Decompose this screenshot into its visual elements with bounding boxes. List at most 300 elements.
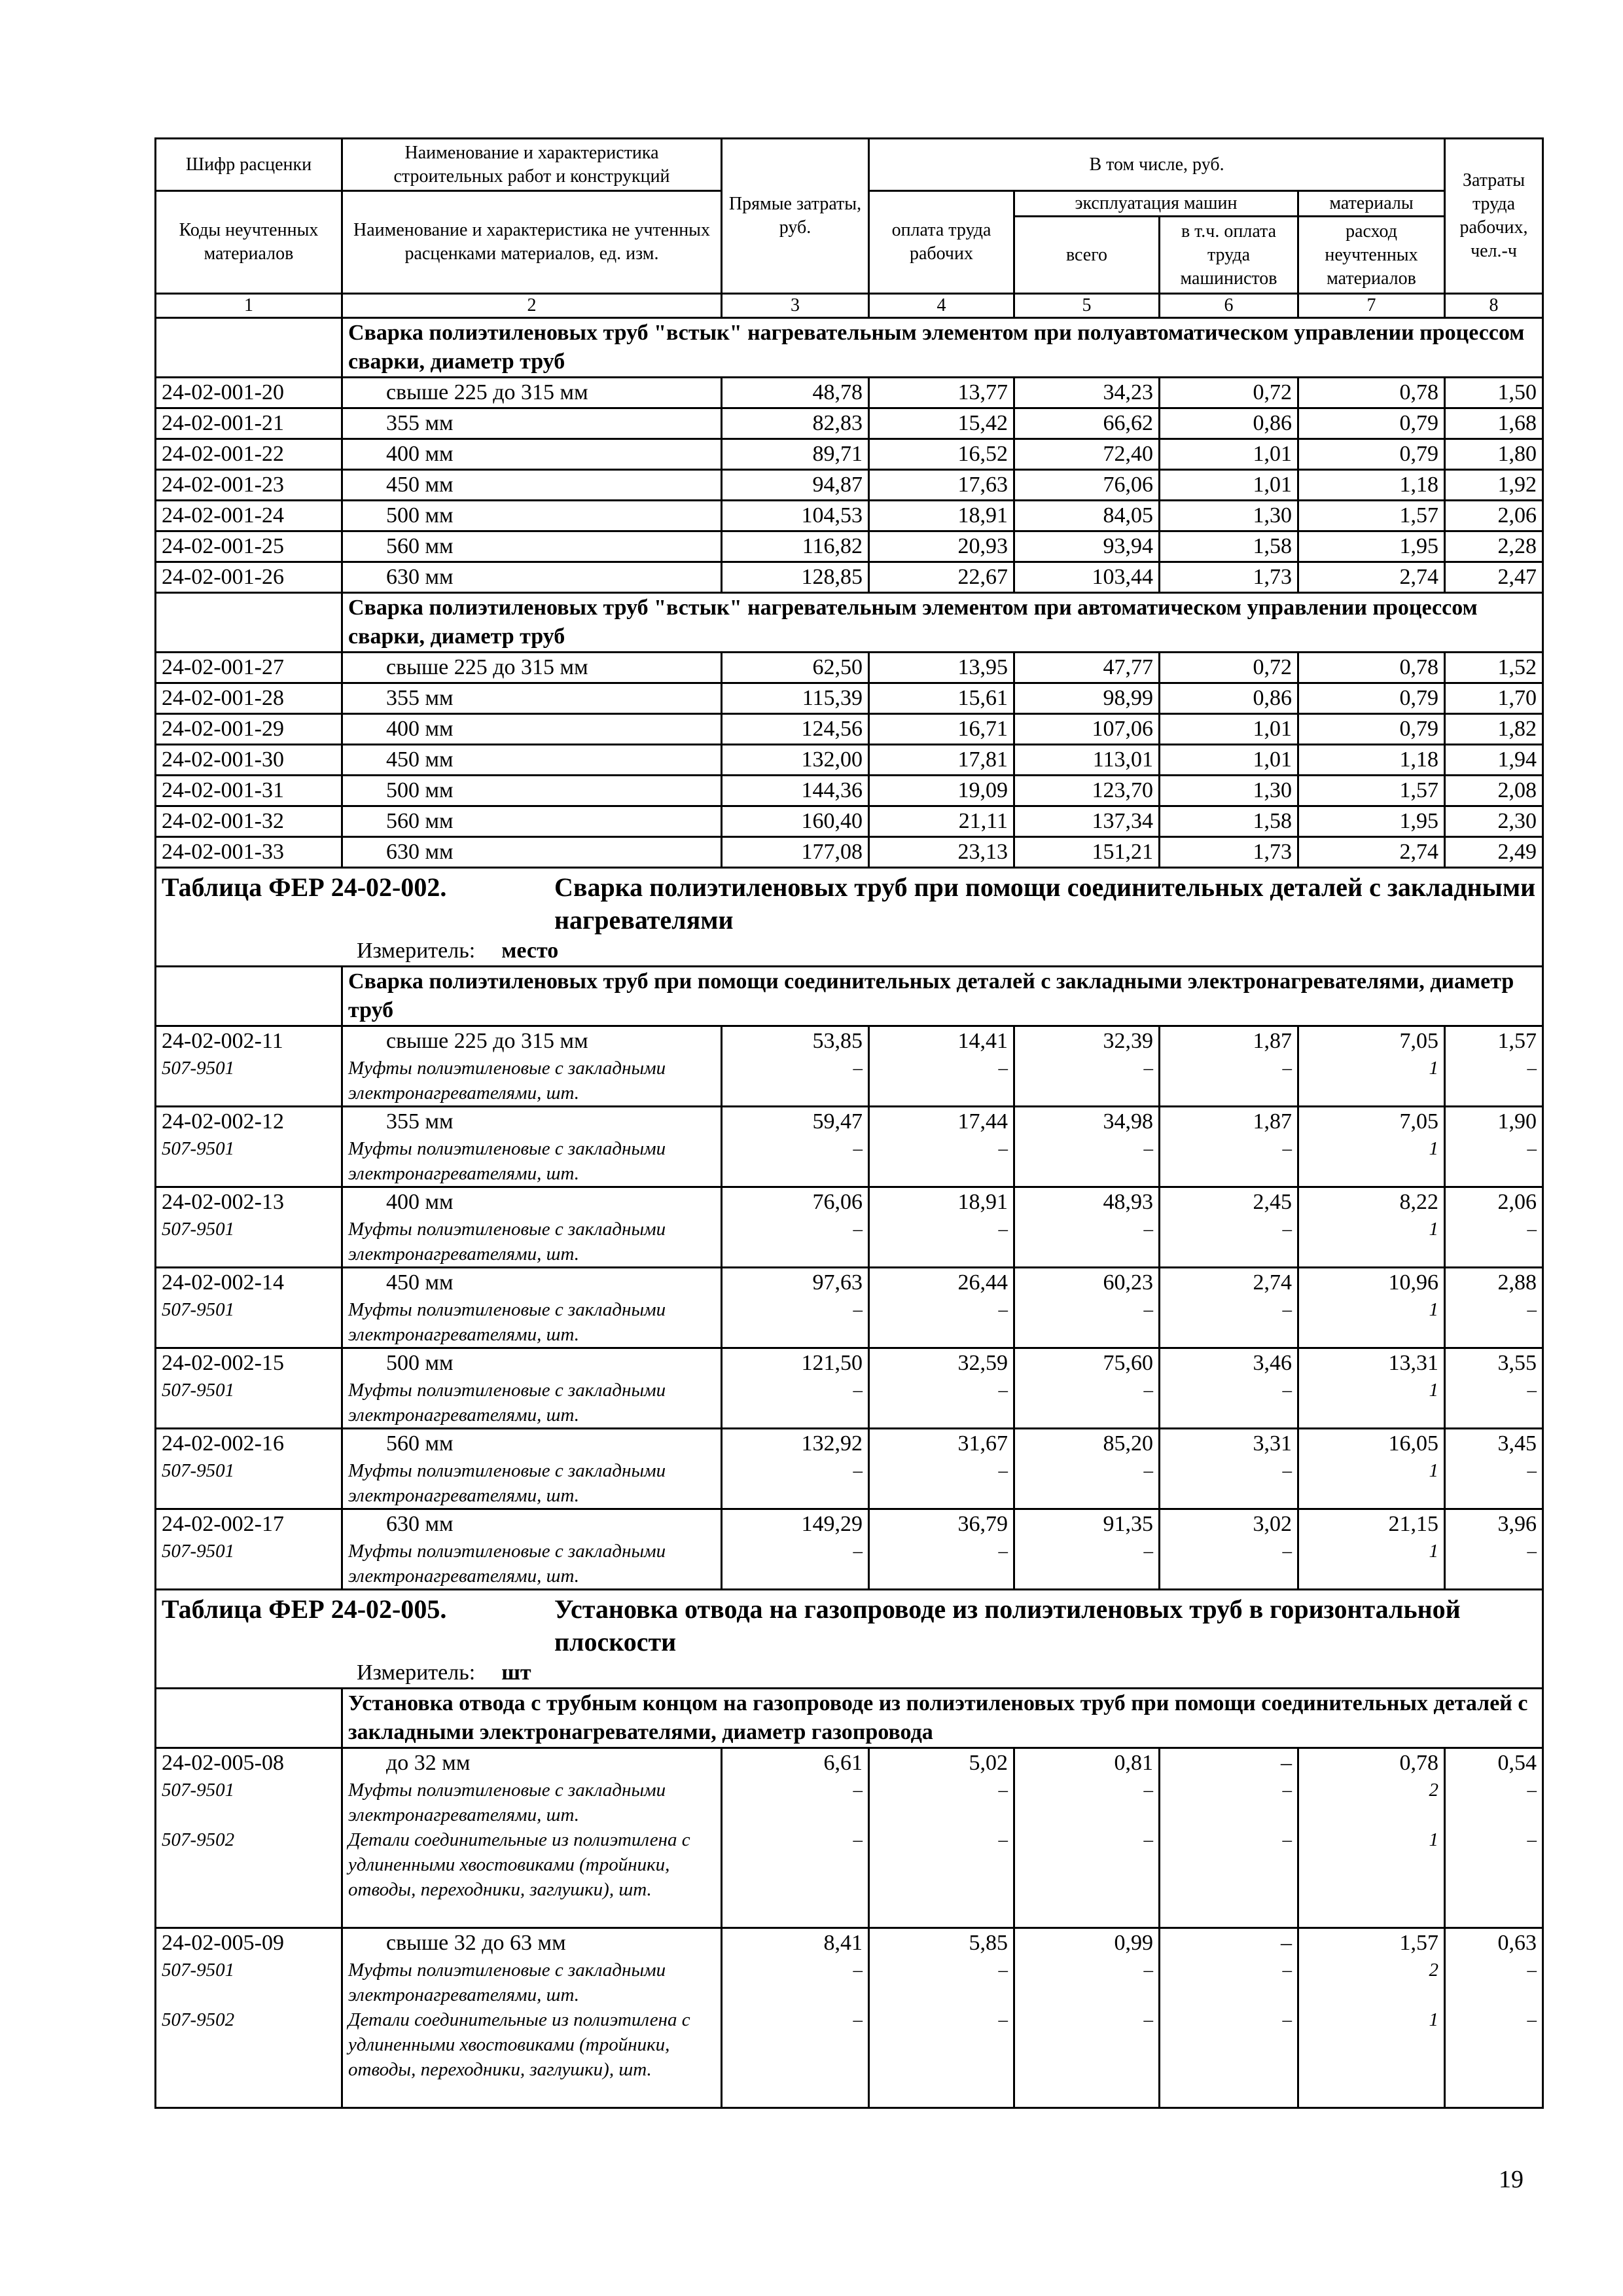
material-value: – [853, 1138, 863, 1159]
row-value: 60,23 [1103, 1270, 1153, 1295]
row-value: 128,85 [801, 565, 863, 589]
spacer [1020, 1982, 1153, 2007]
material-name: Муфты полиэтиленовые с закладными электронагревателями, шт. [348, 1138, 666, 1184]
row-value: 1,87 [1253, 1109, 1292, 1134]
row-code: 24-02-002-12 [162, 1109, 284, 1134]
row-value-cell [1014, 1928, 1160, 2108]
row-code-cell [156, 439, 342, 470]
material-value: 1 [1429, 1058, 1439, 1079]
price-table [154, 137, 1544, 2109]
spacer [1304, 1852, 1438, 1877]
row-value: 115,39 [802, 686, 863, 710]
table-row [156, 439, 1543, 470]
row-value: 104,53 [801, 503, 863, 528]
row-value: 16,71 [957, 717, 1008, 741]
row-value: 21,11 [958, 809, 1008, 833]
spacer [728, 1852, 863, 1877]
spacer [1166, 1902, 1292, 1927]
row-value-cell [1014, 531, 1160, 562]
row-value-cell [869, 378, 1014, 408]
spacer [728, 1483, 863, 1508]
spacer [1166, 1564, 1292, 1588]
table-row [156, 1268, 1543, 1348]
row-value: 2,47 [1497, 565, 1537, 589]
table-label: Таблица ФЕР 24-02-002. [162, 872, 447, 902]
row-value-cell [869, 1187, 1014, 1268]
row-value: 82,83 [812, 411, 863, 435]
row-value: 32,39 [1103, 1029, 1153, 1053]
row-value-cell [722, 378, 869, 408]
material-value: – [1527, 1460, 1537, 1481]
row-code-cell [156, 745, 342, 776]
row-value-cell [1160, 1928, 1298, 2108]
row-value-cell [1298, 714, 1445, 745]
group-header-row [156, 593, 1543, 653]
row-value: 1,57 [1399, 778, 1439, 802]
row-value: 0,78 [1399, 380, 1439, 404]
row-value-cell [1445, 1928, 1543, 2108]
spacer [728, 1322, 863, 1347]
row-name: свыше 32 до 63 мм [386, 1931, 566, 1955]
row-name: 630 мм [386, 840, 454, 864]
spacer [1166, 2082, 1292, 2107]
row-value-cell [1298, 1107, 1445, 1187]
row-value: 1,52 [1497, 655, 1537, 679]
row-code: 24-02-002-16 [162, 1431, 284, 1456]
spacer [1304, 2082, 1438, 2107]
row-value-cell [1445, 653, 1543, 683]
spacer [1020, 1161, 1153, 1186]
row-value-cell [722, 501, 869, 531]
row-name: 400 мм [386, 1190, 454, 1214]
row-value: 14,41 [957, 1029, 1008, 1053]
material-value: 1 [1429, 1460, 1439, 1481]
row-value-cell [1445, 714, 1543, 745]
row-value-cell [722, 1509, 869, 1590]
row-name: до 32 мм [386, 1751, 471, 1775]
row-value: 16,52 [957, 442, 1008, 466]
material-code: 507-9501 [162, 1299, 235, 1320]
material-value: – [998, 1780, 1008, 1801]
row-value-cell [1445, 1026, 1543, 1107]
row-value: 1,80 [1497, 442, 1537, 466]
row-value: 21,15 [1388, 1512, 1439, 1536]
row-value: 2,08 [1497, 778, 1537, 802]
spacer [1166, 1877, 1292, 1902]
row-code-cell [156, 531, 342, 562]
material-value: – [998, 1960, 1008, 1981]
header-incl-wages: в т.ч. оплата труда машинистов [1160, 217, 1298, 294]
row-value: 1,57 [1497, 1029, 1537, 1053]
row-value: 16,05 [1388, 1431, 1439, 1456]
spacer [728, 2082, 863, 2107]
row-value-cell [1160, 439, 1298, 470]
spacer [162, 1483, 336, 1508]
row-value: 48,93 [1103, 1190, 1153, 1214]
row-value: 3,96 [1497, 1512, 1537, 1536]
row-value-cell [1014, 776, 1160, 806]
row-value-cell [1014, 714, 1160, 745]
row-value: 1,94 [1497, 747, 1537, 772]
row-value: 3,46 [1253, 1351, 1292, 1375]
table-row [156, 1928, 1543, 2108]
spacer [1451, 2082, 1537, 2107]
row-value: 5,85 [969, 1931, 1008, 1955]
row-value: 8,41 [823, 1931, 863, 1955]
row-value: 48,78 [812, 380, 863, 404]
material-value: – [853, 1460, 863, 1481]
row-value: – [1281, 1931, 1292, 1955]
spacer [1304, 1242, 1438, 1266]
row-value: 1,01 [1253, 717, 1292, 741]
material-value: – [998, 1058, 1008, 1079]
row-name-cell [342, 1268, 722, 1348]
row-value: 10,96 [1388, 1270, 1439, 1295]
table-row [156, 1748, 1543, 1928]
row-value: 0,86 [1253, 686, 1292, 710]
row-value: 0,79 [1399, 686, 1439, 710]
row-value: 62,50 [812, 655, 863, 679]
row-value-cell [869, 531, 1014, 562]
material-code: 507-9501 [162, 1460, 235, 1481]
row-value-cell [1160, 683, 1298, 714]
row-value-cell [722, 562, 869, 593]
row-value: 2,45 [1253, 1190, 1292, 1214]
row-value-cell [1160, 653, 1298, 683]
row-value-cell [869, 1509, 1014, 1590]
row-code: 24-02-002-15 [162, 1351, 284, 1375]
row-value: 103,44 [1092, 565, 1153, 589]
material-value: – [1143, 1460, 1153, 1481]
row-value: 15,42 [957, 411, 1008, 435]
material-value: – [853, 1960, 863, 1981]
material-name: Муфты полиэтиленовые с закладными электронагревателями, шт. [348, 1541, 666, 1587]
spacer [162, 2032, 336, 2057]
row-code: 24-02-005-09 [162, 1931, 284, 1955]
row-code: 24-02-001-22 [162, 442, 284, 466]
meter-label: Измеритель: [357, 939, 476, 963]
row-value: 2,74 [1399, 565, 1439, 589]
spacer [728, 2032, 863, 2057]
material-value: 2 [1429, 1960, 1439, 1981]
material-value: 1 [1429, 1299, 1439, 1320]
material-code: 507-9502 [162, 2009, 235, 2030]
spacer [1166, 1803, 1292, 1827]
spacer [728, 1161, 863, 1186]
column-number: 6 [1160, 294, 1298, 318]
row-value: 0,78 [1399, 655, 1439, 679]
row-value-cell [722, 653, 869, 683]
material-value: – [1282, 1460, 1292, 1481]
row-value-cell [869, 439, 1014, 470]
row-code: 24-02-005-08 [162, 1751, 284, 1775]
row-value-cell [1014, 1107, 1160, 1187]
group-code-cell [156, 593, 342, 653]
spacer [728, 2057, 863, 2082]
table-title-cell [156, 1590, 1543, 1689]
row-code: 24-02-001-25 [162, 534, 284, 558]
row-value-cell [1298, 501, 1445, 531]
row-value: 2,88 [1497, 1270, 1537, 1295]
row-code-cell [156, 837, 342, 868]
row-value: 2,28 [1497, 534, 1537, 558]
row-name: 560 мм [386, 534, 454, 558]
row-value-cell [1160, 1026, 1298, 1107]
row-code: 24-02-002-17 [162, 1512, 284, 1536]
row-name-cell [342, 408, 722, 439]
spacer [1166, 1242, 1292, 1266]
material-value: – [853, 1541, 863, 1562]
row-value-cell [869, 1928, 1014, 2108]
row-value: 0,79 [1399, 442, 1439, 466]
material-value: 1 [1429, 1380, 1439, 1401]
row-value: 0,81 [1114, 1751, 1153, 1775]
row-value: 107,06 [1092, 717, 1153, 741]
material-name: Муфты полиэтиленовые с закладными электронагревателями, шт. [348, 1299, 666, 1345]
spacer [1020, 1902, 1153, 1927]
row-value-cell [1014, 653, 1160, 683]
spacer [1451, 1081, 1537, 1105]
row-value: 34,23 [1103, 380, 1153, 404]
row-value-cell [869, 1107, 1014, 1187]
row-value-cell [869, 745, 1014, 776]
table-row [156, 501, 1543, 531]
row-value: 76,06 [1103, 473, 1153, 497]
spacer [162, 1322, 336, 1347]
row-value: 1,70 [1497, 686, 1537, 710]
material-value: – [853, 1380, 863, 1401]
spacer [1020, 1852, 1153, 1877]
header-mat-names: Наименование и характеристика не учтенных расценками материалов, ед. изм. [342, 191, 722, 294]
column-numbers-row [156, 294, 1543, 318]
row-value-cell [1160, 531, 1298, 562]
row-code: 24-02-002-13 [162, 1190, 284, 1214]
material-value: – [1282, 2009, 1292, 2030]
row-name-cell [342, 1509, 722, 1590]
spacer [875, 1564, 1008, 1588]
meter-label: Измеритель: [357, 1660, 476, 1685]
spacer [1304, 1877, 1438, 1902]
material-name: Муфты полиэтиленовые с закладными электронагревателями, шт. [348, 1058, 666, 1103]
material-value: – [853, 1219, 863, 1240]
row-name: свыше 225 до 315 мм [386, 1029, 588, 1053]
spacer [728, 1564, 863, 1588]
row-value: 75,60 [1103, 1351, 1153, 1375]
row-value-cell [1160, 806, 1298, 837]
spacer [1451, 2057, 1537, 2082]
spacer [1451, 1322, 1537, 1347]
spacer [162, 1564, 336, 1588]
spacer [875, 1322, 1008, 1347]
row-name: 500 мм [386, 503, 454, 528]
spacer [728, 1982, 863, 2007]
material-value: – [1282, 1138, 1292, 1159]
group-code-cell [156, 1689, 342, 1748]
row-code: 24-02-001-27 [162, 655, 284, 679]
material-name: Муфты полиэтиленовые с закладными электронагревателями, шт. [348, 1460, 666, 1506]
row-value: 137,34 [1092, 809, 1153, 833]
material-value: – [1143, 1138, 1153, 1159]
row-value-cell [1160, 745, 1298, 776]
spacer [728, 1803, 863, 1827]
row-value-cell [1014, 837, 1160, 868]
header-labor-cost: Затраты труда рабочих, чел.-ч [1445, 139, 1543, 294]
row-value: 13,31 [1388, 1351, 1439, 1375]
spacer [1020, 1322, 1153, 1347]
spacer [1020, 2032, 1153, 2057]
row-name-cell [342, 439, 722, 470]
row-value: 144,36 [801, 778, 863, 802]
row-value-cell [722, 837, 869, 868]
row-value-cell [1445, 1748, 1543, 1928]
table-row [156, 653, 1543, 683]
row-value-cell [722, 1748, 869, 1928]
spacer [1020, 1483, 1153, 1508]
spacer [875, 2082, 1008, 2107]
row-code-cell [156, 776, 342, 806]
material-value: – [1282, 1541, 1292, 1562]
material-value: – [1527, 1541, 1537, 1562]
material-value: – [1282, 1960, 1292, 1981]
row-value: 1,82 [1497, 717, 1537, 741]
material-value: – [1143, 1780, 1153, 1801]
header-materials: материалы [1298, 191, 1445, 217]
material-value: – [1282, 1829, 1292, 1850]
row-value: 1,30 [1253, 778, 1292, 802]
row-value: 1,73 [1253, 565, 1292, 589]
row-code: 24-02-001-21 [162, 411, 284, 435]
material-code: 507-9501 [162, 1138, 235, 1159]
row-value: 151,21 [1092, 840, 1153, 864]
material-code: 507-9501 [162, 1780, 235, 1801]
row-value: 1,58 [1253, 534, 1292, 558]
table-title-cell [156, 868, 1543, 967]
material-value: 1 [1429, 1541, 1439, 1562]
spacer [162, 1877, 336, 1902]
material-value: – [853, 1829, 863, 1850]
row-code: 24-02-002-14 [162, 1270, 284, 1295]
row-code: 24-02-001-26 [162, 565, 284, 589]
spacer [1304, 1902, 1438, 1927]
row-code-cell [156, 1509, 342, 1590]
material-value: – [1143, 2009, 1153, 2030]
row-name-cell [342, 1187, 722, 1268]
material-value: – [1527, 1960, 1537, 1981]
material-value: – [1527, 1299, 1537, 1320]
row-value-cell [1298, 745, 1445, 776]
material-value: – [853, 1780, 863, 1801]
spacer [1451, 1877, 1537, 1902]
row-value: 0,78 [1399, 1751, 1439, 1775]
spacer [1020, 1803, 1153, 1827]
row-value-cell [722, 408, 869, 439]
row-value-cell [1445, 470, 1543, 501]
spacer [875, 1403, 1008, 1427]
row-value: 1,30 [1253, 503, 1292, 528]
row-value: – [1281, 1751, 1292, 1775]
spacer [1166, 1081, 1292, 1105]
row-value-cell [1014, 562, 1160, 593]
row-value: 66,62 [1103, 411, 1153, 435]
row-value: 89,71 [812, 442, 863, 466]
row-value-cell [722, 806, 869, 837]
row-value-cell [1014, 745, 1160, 776]
row-value-cell [869, 1268, 1014, 1348]
row-value: 32,59 [957, 1351, 1008, 1375]
row-value-cell [1160, 470, 1298, 501]
row-value: 13,95 [957, 655, 1008, 679]
material-name: Муфты полиэтиленовые с закладными электронагревателями, шт. [348, 1780, 666, 1825]
row-value-cell [1298, 1268, 1445, 1348]
row-name-cell [342, 837, 722, 868]
row-code-cell [156, 1429, 342, 1509]
spacer [1020, 2057, 1153, 2082]
meter-line [162, 1659, 1537, 1687]
material-value: 1 [1429, 1219, 1439, 1240]
row-value-cell [1445, 531, 1543, 562]
spacer [1451, 1161, 1537, 1186]
header-consumption: расход неучтенных материалов [1298, 217, 1445, 294]
table-row [156, 683, 1543, 714]
material-value: 2 [1429, 1780, 1439, 1801]
spacer [162, 1803, 336, 1827]
row-code: 24-02-001-33 [162, 840, 284, 864]
row-value: 0,63 [1497, 1931, 1537, 1955]
row-value-cell [1014, 683, 1160, 714]
row-value: 116,82 [802, 534, 863, 558]
row-value: 84,05 [1103, 503, 1153, 528]
material-name: Муфты полиэтиленовые с закладными электронагревателями, шт. [348, 1219, 666, 1265]
material-name: Муфты полиэтиленовые с закладными электронагревателями, шт. [348, 1960, 666, 2005]
row-value-cell [1014, 1187, 1160, 1268]
row-value: 23,13 [957, 840, 1008, 864]
spacer [1451, 2032, 1537, 2057]
spacer [1451, 1852, 1537, 1877]
row-value: 15,61 [957, 686, 1008, 710]
spacer [162, 2082, 336, 2107]
spacer [1304, 1322, 1438, 1347]
spacer [875, 2057, 1008, 2082]
row-value: 1,01 [1253, 747, 1292, 772]
material-value: – [1282, 1058, 1292, 1079]
row-name: 355 мм [386, 411, 454, 435]
row-value-cell [869, 806, 1014, 837]
group-code-cell [156, 318, 342, 378]
row-value-cell [869, 653, 1014, 683]
row-value-cell [1160, 1429, 1298, 1509]
spacer [1166, 1852, 1292, 1877]
row-value-cell [1014, 806, 1160, 837]
group-title: Сварка полиэтиленовых труб "встык" нагревательным элементом при автоматическом управлении процессом сварки, диаметр труб [342, 593, 1543, 653]
row-value-cell [1298, 531, 1445, 562]
row-value: 1,58 [1253, 809, 1292, 833]
row-value-cell [869, 776, 1014, 806]
table-row [156, 837, 1543, 868]
row-name: 450 мм [386, 747, 454, 772]
table-row [156, 1026, 1543, 1107]
group-header-row [156, 967, 1543, 1026]
table-title: Сварка полиэтиленовых труб при помощи соединительных деталей с закладными нагревателями [554, 872, 1536, 935]
material-value: – [1527, 1829, 1537, 1850]
spacer [875, 1902, 1008, 1927]
row-name-cell [342, 470, 722, 501]
row-name: 355 мм [386, 1109, 454, 1134]
spacer [1451, 1483, 1537, 1508]
row-value: 18,91 [957, 503, 1008, 528]
row-value: 2,74 [1253, 1270, 1292, 1295]
row-value-cell [1160, 408, 1298, 439]
row-value: 98,99 [1103, 686, 1153, 710]
